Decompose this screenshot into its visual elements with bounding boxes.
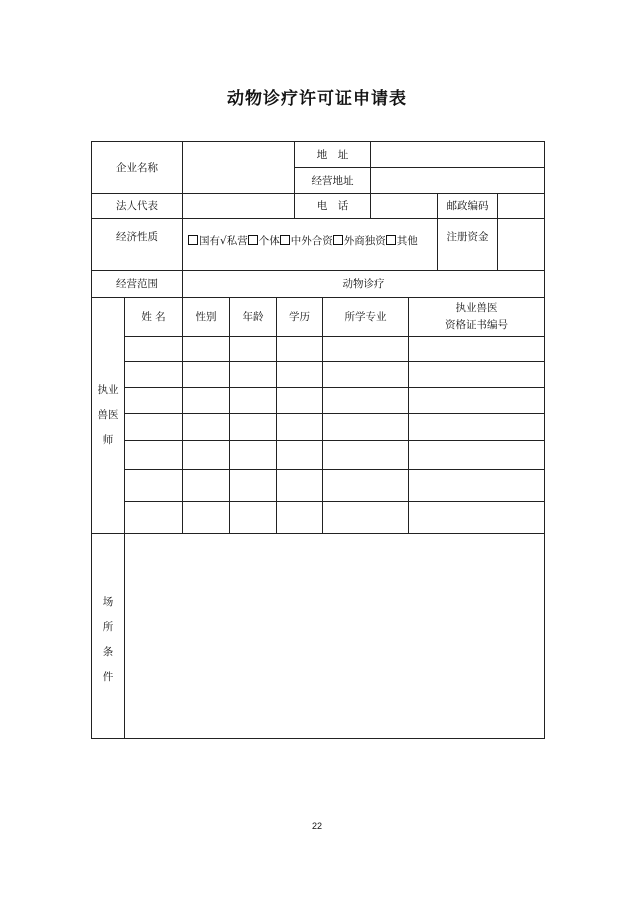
econ-options <box>188 228 434 254</box>
form-title: 动物诊疗许可证申请表 <box>227 89 407 109</box>
phone-field[interactable] <box>371 194 437 218</box>
legal-rep-field[interactable] <box>183 194 294 218</box>
vet-section-label: 执业 兽医 师 <box>97 383 119 446</box>
business-address-label: 经营地址 <box>311 174 354 187</box>
check-mark-icon: √ <box>220 235 227 247</box>
page-number: 22 <box>311 821 322 831</box>
header-cert-number: 执业兽医 资格证书编号 <box>445 302 508 331</box>
header-gender: 性别 <box>195 311 217 323</box>
econ-option-3[interactable]: 中外合资 <box>280 235 333 247</box>
business-address-field[interactable] <box>371 168 544 193</box>
site-conditions-field[interactable] <box>125 534 544 738</box>
econ-option-4[interactable]: 外商独资 <box>333 235 386 247</box>
econ-option-0[interactable]: 国有 <box>188 235 220 247</box>
header-age: 年龄 <box>242 311 264 323</box>
header-education: 学历 <box>289 311 310 323</box>
econ-option-2[interactable]: 个体 <box>248 235 280 247</box>
checkbox-icon <box>280 235 290 245</box>
econ-nature-label: 经济性质 <box>116 230 158 243</box>
company-name-field[interactable] <box>183 142 294 193</box>
header-name: 姓 名 <box>141 311 166 323</box>
company-name-label: 企业名称 <box>116 161 158 174</box>
phone-label: 电 话 <box>316 200 349 212</box>
business-scope-value: 动物诊疗 <box>342 278 385 290</box>
site-conditions-label: 场 所 条 件 <box>102 596 114 683</box>
header-major: 所学专业 <box>344 311 387 323</box>
econ-option-1[interactable]: √私营 <box>220 235 248 247</box>
checkbox-icon <box>248 235 258 245</box>
econ-option-5[interactable]: 其他 <box>386 235 418 247</box>
postal-code-field[interactable] <box>498 194 544 218</box>
address-label: 地 址 <box>316 148 349 161</box>
checkbox-icon <box>333 235 343 245</box>
checkbox-icon <box>386 235 396 245</box>
address-field[interactable] <box>371 142 544 167</box>
legal-rep-label: 法人代表 <box>116 200 158 212</box>
postal-code-label: 邮政编码 <box>446 200 489 212</box>
registered-capital-label: 注册资金 <box>446 230 489 243</box>
registered-capital-field[interactable] <box>498 219 544 270</box>
checkbox-icon <box>188 235 198 245</box>
business-scope-label: 经营范围 <box>116 278 158 290</box>
